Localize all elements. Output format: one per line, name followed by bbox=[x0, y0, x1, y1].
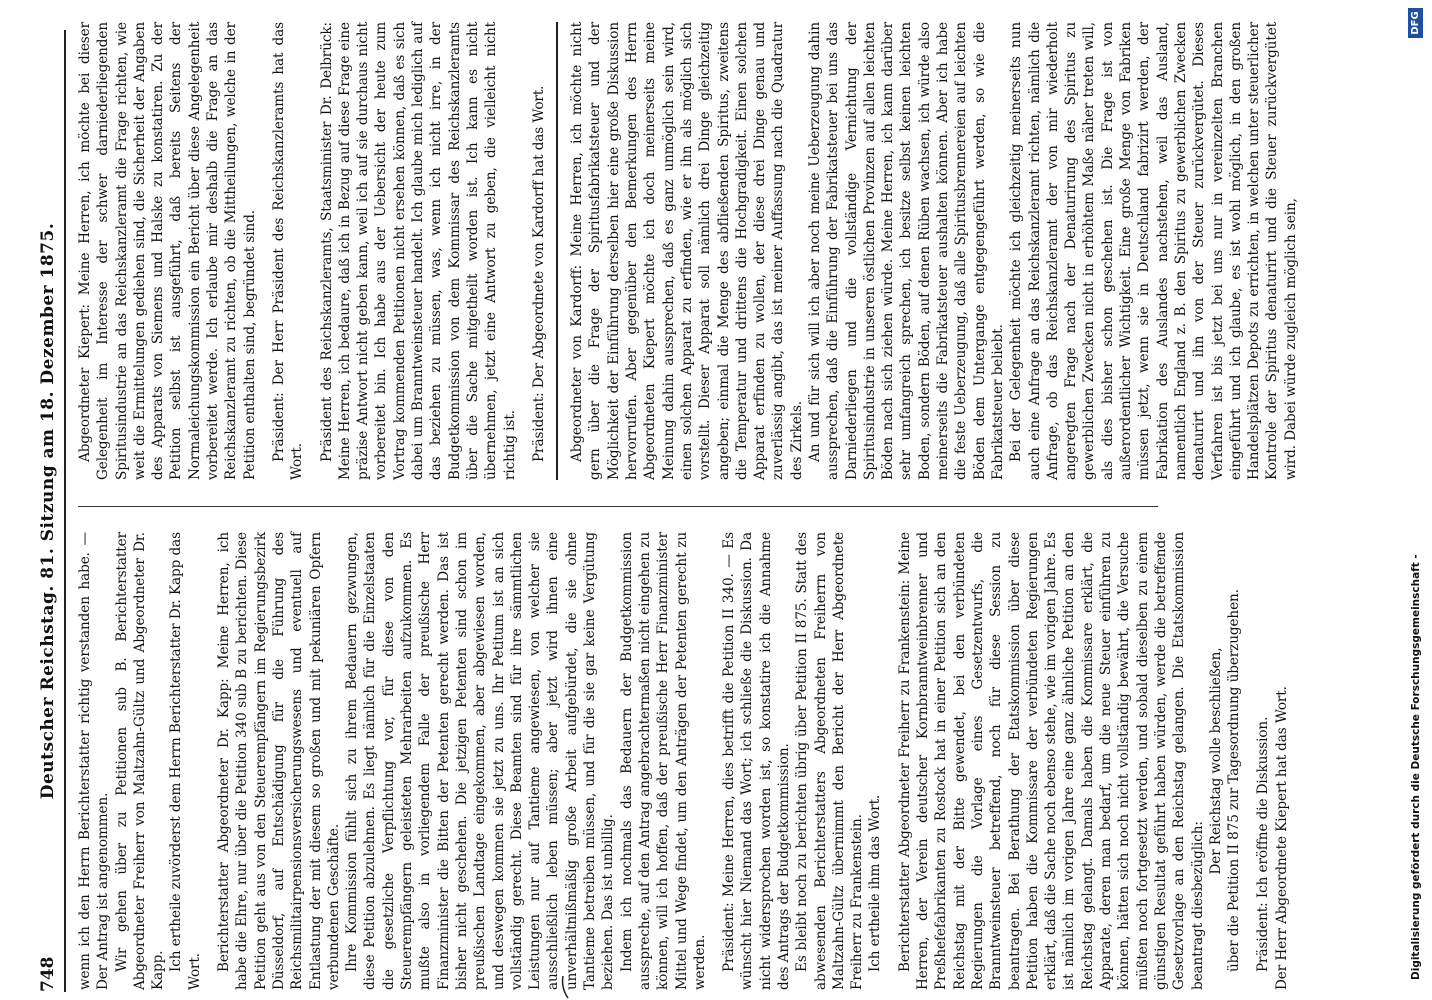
column-divider bbox=[78, 506, 1158, 507]
paragraph: Präsident: Der Abgeordnete von Kardorff hat das Wort. bbox=[530, 85, 547, 462]
paragraph: Der Reichstag wolle beschließen, bbox=[1207, 647, 1224, 875]
paragraph: Es bleibt noch zu berichten übrig über Petition II 875. Statt des abwesenden Berichterstatters Abgeordneten Freiherrn von Maltzahn-Gültz übernimmt den Bericht der Herr Abgeordnete Freiherr zu Frankenstein. bbox=[794, 532, 866, 990]
paragraph: Berichterstatter Abgeordneter Dr. Kapp: Meine Herren, ich habe die Ehre, nur über die Petition 340 sub B zu berichten. Diese Petition geht aus von den Steuerempfängern im Regierungsbezirk Düsseldorf, auf Entschädigung für die Führung des Reichsmilitairpensionsversicherungswesens und eventuell auf Entlastung der mit diesem so großen und mit pekuniären Opfern verbundenen Geschäfte. bbox=[216, 532, 342, 990]
paragraph: Bei der Gelegenheit möchte ich gleichzeitig meinerseits nun auch eine Anfrage an das Reichskanzleramt richten, nämlich die Anfrage, ob das Reichskanzleramt der von mir wiederholt angeregten Frage nach der Denaturirung des Spiritus zu gewerblichen Zwecken nicht in erhöhtem Maße näher treten will, als dies bisher schon geschehen ist. Die Frage ist von außerordentlicher Wichtigkeit. Eine große Menge von Fabriken müssen jetzt, wenn sie in Deutschland fabrizirt werden, der Fabrikation des Auslandes nachstehen, weil das Ausland, namentlich England z. B. den Spiritus zu gewerblichen Zwecken denaturirt und ihn von der Steuer zurückvergütet. Dieses Verfahren ist bis jetzt bei uns nur in vereinzelten Branchen eingeführt und ich glaube, es ist wohl möglich, in den großen Handelsplätzen Depots zu errichten, in welchen unter steuerlicher Kontrole der Spiritus denaturirt und die Steuer zurückvergütet wird. Dabei würde zugleich möglich sein, bbox=[1008, 22, 1299, 480]
section-divider bbox=[556, 22, 558, 480]
paragraph: Ich ertheile zuvörderst dem Herrn Berichterstatter Dr. Kapp das Wort. bbox=[168, 532, 203, 990]
paragraph: Der Herr Abgeordnete Kiepert hat das Wort. bbox=[1273, 686, 1290, 990]
running-title: Deutscher Reichstag. 81. Sitzung am 18. Dezember 1875. bbox=[38, 222, 58, 800]
paragraph: Abgeordneter von Kardorff: Meine Herren, ich möchte nicht gern über die Frage der Spiritusfabrikatsteuer und der Möglichkeit der Einführung derselben hier eine große Diskussion hervorrufen. Aber gegenüber den Bemerkungen des Herrn Abgeordneten Kiepert möchte ich doch meinerseits meine Meinung dahin aussprechen, daß es ganz unmöglich sein wird, einen solchen Apparat zu erfinden, wie er ihn als möglich sich vorstellt. Dieser Apparat soll nämlich drei Dinge gleichzeitig angeben; einmal die Menge des abfließenden Spiritus, zweitens die Temperatur und drittens die Hochgradigkeit. Einen solchen Apparat erfinden zu wollen, der diese drei Dinge genau und zuverlässig angibt, das ist meiner Auffassung nach die Quadratur des Zirkels. bbox=[569, 22, 805, 480]
paragraph: Ich ertheile ihm das Wort. bbox=[867, 794, 884, 972]
paragraph: Präsident: Der Herr Präsident des Reichskanzleramts hat das Wort. bbox=[270, 22, 306, 480]
paragraph: über die Petition II 875 zur Tagesordnung überzugehen. bbox=[1226, 589, 1243, 972]
page-number: 748 bbox=[38, 956, 58, 992]
paragraph: Abgeordneter Kiepert: Meine Herren, ich möchte bei dieser Gelegenheit im Interesse der schwer darniederliegenden Spiritusindustrie an das Reichskanzleramt die Frage richten, wie weit die Ermittelungen gediehen sind, die Sicherheit der Angaben des Apparats von Siemens und Halske zu konstatiren. Zu der Petition selbst ist ausgeführt, daß bereits Seitens der Normaleichungskommission ein Bericht über diese Angelegenheit vorbereitet werde. Ich erlaube mir deshalb die Frage an das Reichskanzleramt zu richten, ob die Mittheilungen, welche in der Petition enthalten sind, begründet sind. bbox=[77, 22, 258, 480]
dfg-logo: DFG bbox=[1408, 8, 1423, 38]
right-column bbox=[76, 22, 1300, 480]
left-column bbox=[76, 532, 1291, 990]
paragraph: An und für sich will ich aber noch meine Ueberzeugung dahin aussprechen, daß die Einführung der Fabrikatsteuer bei uns das Darniederliegen und die vollständige Vernichtung der Spiritusindustrie in unseren östlichen Provinzen auf allen leichten Böden nach sich ziehen würde. Meine Herren, ich kann darüber sehr umfangreich sprechen, ich besitze selbst keinen leichten Boden, sondern Böden, auf denen Rüben wachsen, ich würde also meinerseits die Fabrikatsteuer aushalten können. Aber ich habe die feste Ueberzeugung, daß alle Spiritusbrennereien auf leichten Böden dem Untergange entgegengeführt werden, so wie die Fabrikatsteuer beliebt. bbox=[806, 22, 1006, 480]
paragraph: Präsident: Ich eröffne die Diskussion. bbox=[1255, 716, 1272, 972]
paragraph: Präsident des Reichskanzleramts, Staatsminister Dr. Delbrück: Meine Herren, ich bedaure, daß ich in Bezug auf diese Frage eine präzise Antwort nicht geben kann, weil ich auf sie durchaus nicht vorbereitet bin. Ich habe aus der Uebersicht der heute zum Vortrag kommenden Petitionen nicht ersehen können, daß es sich dabei um Branntweinsteuer handelt. Ich glaube mich lediglich auf das beziehen zu müssen, was, wenn ich nicht irre, in der Budgetkommission von dem Kommissar des Reichskanzleramts über die Sache mitgetheilt worden ist. Ich kann es nicht übernehmen, jetzt eine Antwort zu geben, die vielleicht nicht richtig ist. bbox=[318, 22, 518, 480]
paragraph: Wir gehen über zu Petitionen sub B. Berichterstatter Abgeordneter Freiherr von Maltzahn-Gültz und Abgeordneter Dr. Kapp. bbox=[113, 532, 167, 990]
paragraph: Präsident: Meine Herren, dies betrifft die Petition II 340. — Es wünscht hier Niemand das Wort; ich schließe die Diskussion. Da nicht widersprochen worden ist, so konstatire ich die Annahme des Antrags der Budgetkommission. bbox=[721, 532, 792, 990]
digitization-credit: Digitalisierung gefördert durch die Deutsche Forschungsgemeinschaft - bbox=[1410, 554, 1422, 980]
paragraph: Berichterstatter Abgeordneter Freiherr zu Frankenstein: Meine Herren, der Verein deutscher Kornbranntweinbrenner und Preßhefefabrikanten zu Rostock hat in einer Petition sich an den Reichstag mit der Bitte gewendet, bei den verbündeten Regierungen die Vorlage eines Gesetzentwurfs, die Branntweinsteuer betreffend, noch für diese Session zu beantragen. Bei Berathung der Etatskommission über diese Petition haben die Kommissare der verbündeten Regierungen erklärt, daß die Sache noch ebenso stehe, wie im vorigen Jahre. Es ist nämlich im vorigen Jahre eine ganz ähnliche Petition an den Reichstag gelangt. Damals haben die Kommissare erklärt, die Apparate, deren man bedarf, um die neue Steuer einführen zu können, hätten sich noch nicht vollständig bewährt, die Versuche müßten noch fortgesetzt werden, und sobald dieselben zu einem günstigen Resultat geführt haben würden, werde die betreffende Gesetzvorlage an den Reichstag gelangen. Die Etatskommission beantragt diesbezüglich: bbox=[896, 532, 1206, 990]
paragraph: wenn ich den Herrn Berichterstatter richtig verstanden habe. — Der Antrag ist angenommen. bbox=[77, 532, 112, 990]
page-header bbox=[36, 30, 66, 992]
paragraph: Indem ich nochmals das Bedauern der Budgetkommission ausspreche, auf den Antrag angebrachtermaßen nicht eingehen zu können, will ich hoffen, daß der preußische Herr Finanzminister Mittel und Wege findet, um den Anträgen der Petenten gerecht zu werden. bbox=[618, 532, 708, 990]
scan-mark bbox=[560, 974, 570, 1000]
paragraph: Ihre Kommission fühlt sich zu ihrem Bedauern gezwungen, diese Petition abzulehnen. Es liegt nämlich für die Einzelstaaten die gesetzliche Verpflichtung vor, für diese von den Steuerempfängern geleisteten Mehrarbeiten aufzukommen. Es mußte also in vorliegendem Falle der preußische Herr Finanzminister die Bitten der Petenten gerecht werden. Das ist bisher nicht geschehen. Die jetzigen Petenten sind schon im preußischen Landtage eingekommen, aber abgewiesen worden, und deswegen kommen sie jetzt zu uns. Ihr Petitum ist an sich vollständig gerecht. Diese Beamten sind für ihre sämmtlichen Leistungen nur auf Tantieme angewiesen, von welcher sie ausschließlich leben müssen; aber jetzt wird ihnen eine unverhältnißmäßig große Arbeit aufgebürdet, die sie ohne Tantieme betreiben müssen, und für die sie gar keine Vergütung beziehen. Das ist unbillig. bbox=[344, 532, 617, 990]
